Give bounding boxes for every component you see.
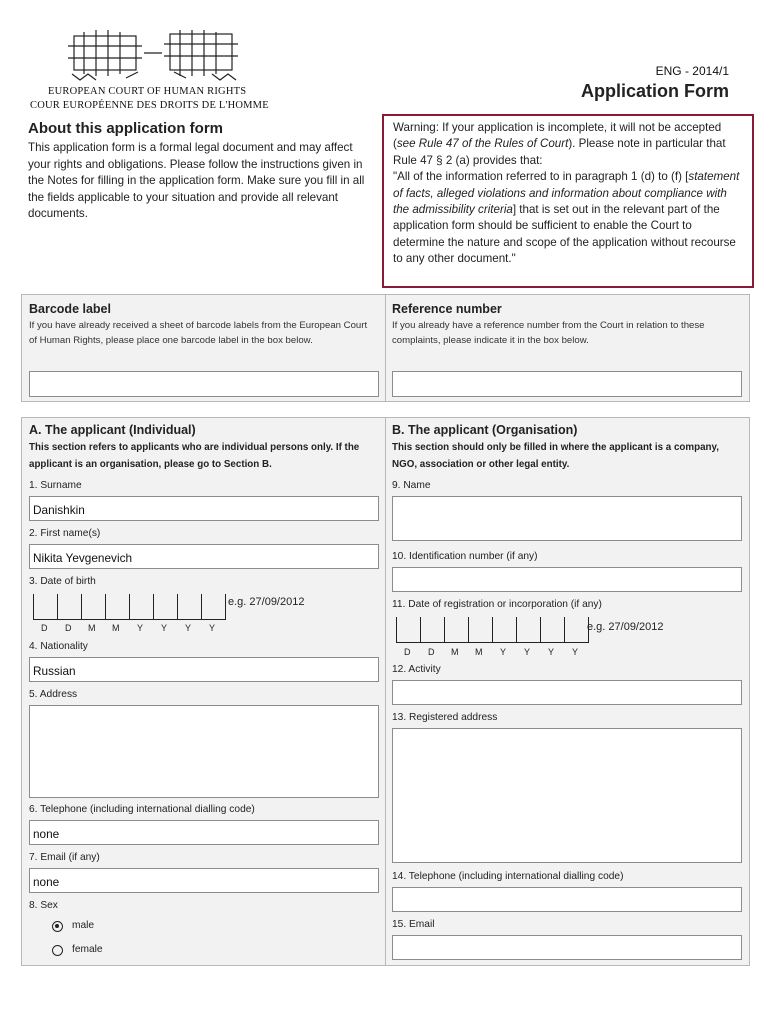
org-telephone-label: 14. Telephone (including international dialling code) <box>392 871 624 882</box>
warning-text-2: ). Please note in particular that Rule 47 § 2 (a) provides that: <box>393 137 726 167</box>
date-letter: M <box>88 623 96 633</box>
column-divider <box>385 418 386 965</box>
warning-text-1: Warning: If your application is incomplete, it will not be accepted ( <box>393 121 722 151</box>
reference-heading: Reference number <box>392 302 502 316</box>
applicant-panel <box>21 417 750 966</box>
nationality-label: 4. Nationality <box>29 641 88 652</box>
telephone-label: 6. Telephone (including international dialling code) <box>29 804 255 815</box>
date-letter: D <box>428 647 435 657</box>
date-letter: Y <box>572 647 579 657</box>
email-field[interactable]: none <box>29 868 379 893</box>
activity-label: 12. Activity <box>392 664 441 675</box>
date-letter: Y <box>185 623 192 633</box>
date-letter: Y <box>500 647 507 657</box>
warning-rule-ref: see Rule 47 of the Rules of Court <box>396 137 569 151</box>
form-title: Application Form <box>581 81 729 101</box>
date-letter: Y <box>548 647 555 657</box>
date-letter: Y <box>524 647 531 657</box>
reg-date-label: 11. Date of registration or incorporation (if any) <box>392 599 602 610</box>
nationality-field[interactable]: Russian <box>29 657 379 682</box>
sex-female-radio[interactable] <box>52 945 63 956</box>
surname-field[interactable]: Danishkin <box>29 496 379 521</box>
reference-number-field[interactable] <box>392 371 742 397</box>
date-letter: D <box>404 647 411 657</box>
about-heading: About this application form <box>28 120 223 137</box>
warning-text-3: "All of the information referred to in paragraph 1 (d) to (f) [ <box>393 170 689 184</box>
barcode-heading: Barcode label <box>29 302 111 316</box>
org-telephone-field[interactable] <box>392 887 742 912</box>
reg-date-field[interactable] <box>396 617 588 643</box>
surname-label: 1. Surname <box>29 480 82 491</box>
date-letter: M <box>475 647 483 657</box>
date-letter: Y <box>137 623 144 633</box>
court-logo <box>66 28 242 82</box>
sex-female-label: female <box>72 944 103 955</box>
court-name-en: EUROPEAN COURT OF HUMAN RIGHTS <box>48 86 247 97</box>
org-id-label: 10. Identification number (if any) <box>392 551 538 562</box>
warning-text-4: ] that is set out in the relevant part of the application form should be sufficient to enable the Court to determine the nature and scope of the application without recourse to any other document." <box>393 203 736 266</box>
section-a-note: This section refers to applicants who are individual persons only. If the applicant is an organisation, please go to Section B. <box>29 442 360 470</box>
date-letter: D <box>65 623 72 633</box>
reg-date-example: e.g. 27/09/2012 <box>587 621 664 633</box>
about-text: This application form is a formal legal document and may affect your rights and obligations. Please follow the instructions given in the Notes for filling in the application form. Make sure you fill in all the fields applicable to your situation and provide all relevant documents. <box>28 141 365 221</box>
first-name-field[interactable]: Nikita Yevgenevich <box>29 544 379 569</box>
registered-address-label: 13. Registered address <box>392 712 498 723</box>
section-b-note: This section should only be filled in where the applicant is a company, NGO, association or other legal entity. <box>392 442 719 470</box>
column-divider <box>385 295 386 401</box>
court-name-fr: COUR EUROPÉENNE DES DROITS DE L'HOMME <box>30 100 269 111</box>
activity-field[interactable] <box>392 680 742 705</box>
org-email-field[interactable] <box>392 935 742 960</box>
address-label: 5. Address <box>29 689 78 700</box>
dob-example: e.g. 27/09/2012 <box>228 596 305 608</box>
warning-box <box>382 114 754 288</box>
org-name-field[interactable] <box>392 496 742 541</box>
telephone-field[interactable]: none <box>29 820 379 845</box>
org-id-field[interactable] <box>392 567 742 592</box>
sex-male-radio[interactable] <box>52 921 63 932</box>
date-letter: M <box>451 647 459 657</box>
org-email-label: 15. Email <box>392 919 435 930</box>
email-label: 7. Email (if any) <box>29 852 100 863</box>
org-name-label: 9. Name <box>392 480 431 491</box>
barcode-field[interactable] <box>29 371 379 397</box>
section-b-heading: B. The applicant (Organisation) <box>392 423 578 437</box>
date-letter: D <box>41 623 48 633</box>
address-field[interactable] <box>29 705 379 798</box>
section-a-heading: A. The applicant (Individual) <box>29 423 196 437</box>
date-letter: Y <box>209 623 216 633</box>
reference-note: If you already have a reference number from the Court in relation to these complaints, please indicate it in the box below. <box>392 320 705 346</box>
sex-label: 8. Sex <box>29 900 58 911</box>
dob-label: 3. Date of birth <box>29 576 96 587</box>
registered-address-field[interactable] <box>392 728 742 863</box>
sex-male-label: male <box>72 920 95 931</box>
warning-criteria: statement of facts, alleged violations and information about compliance with the admissibility criteria <box>393 170 740 217</box>
barcode-note: If you have already received a sheet of barcode labels from the European Court of Human Rights, please place one barcode label in the box below. <box>29 320 368 346</box>
barcode-reference-panel <box>21 294 750 402</box>
dob-field[interactable] <box>33 594 225 620</box>
first-name-label: 2. First name(s) <box>29 528 101 539</box>
date-letter: M <box>112 623 120 633</box>
date-letter: Y <box>161 623 168 633</box>
form-code: ENG - 2014/1 <box>655 64 729 78</box>
